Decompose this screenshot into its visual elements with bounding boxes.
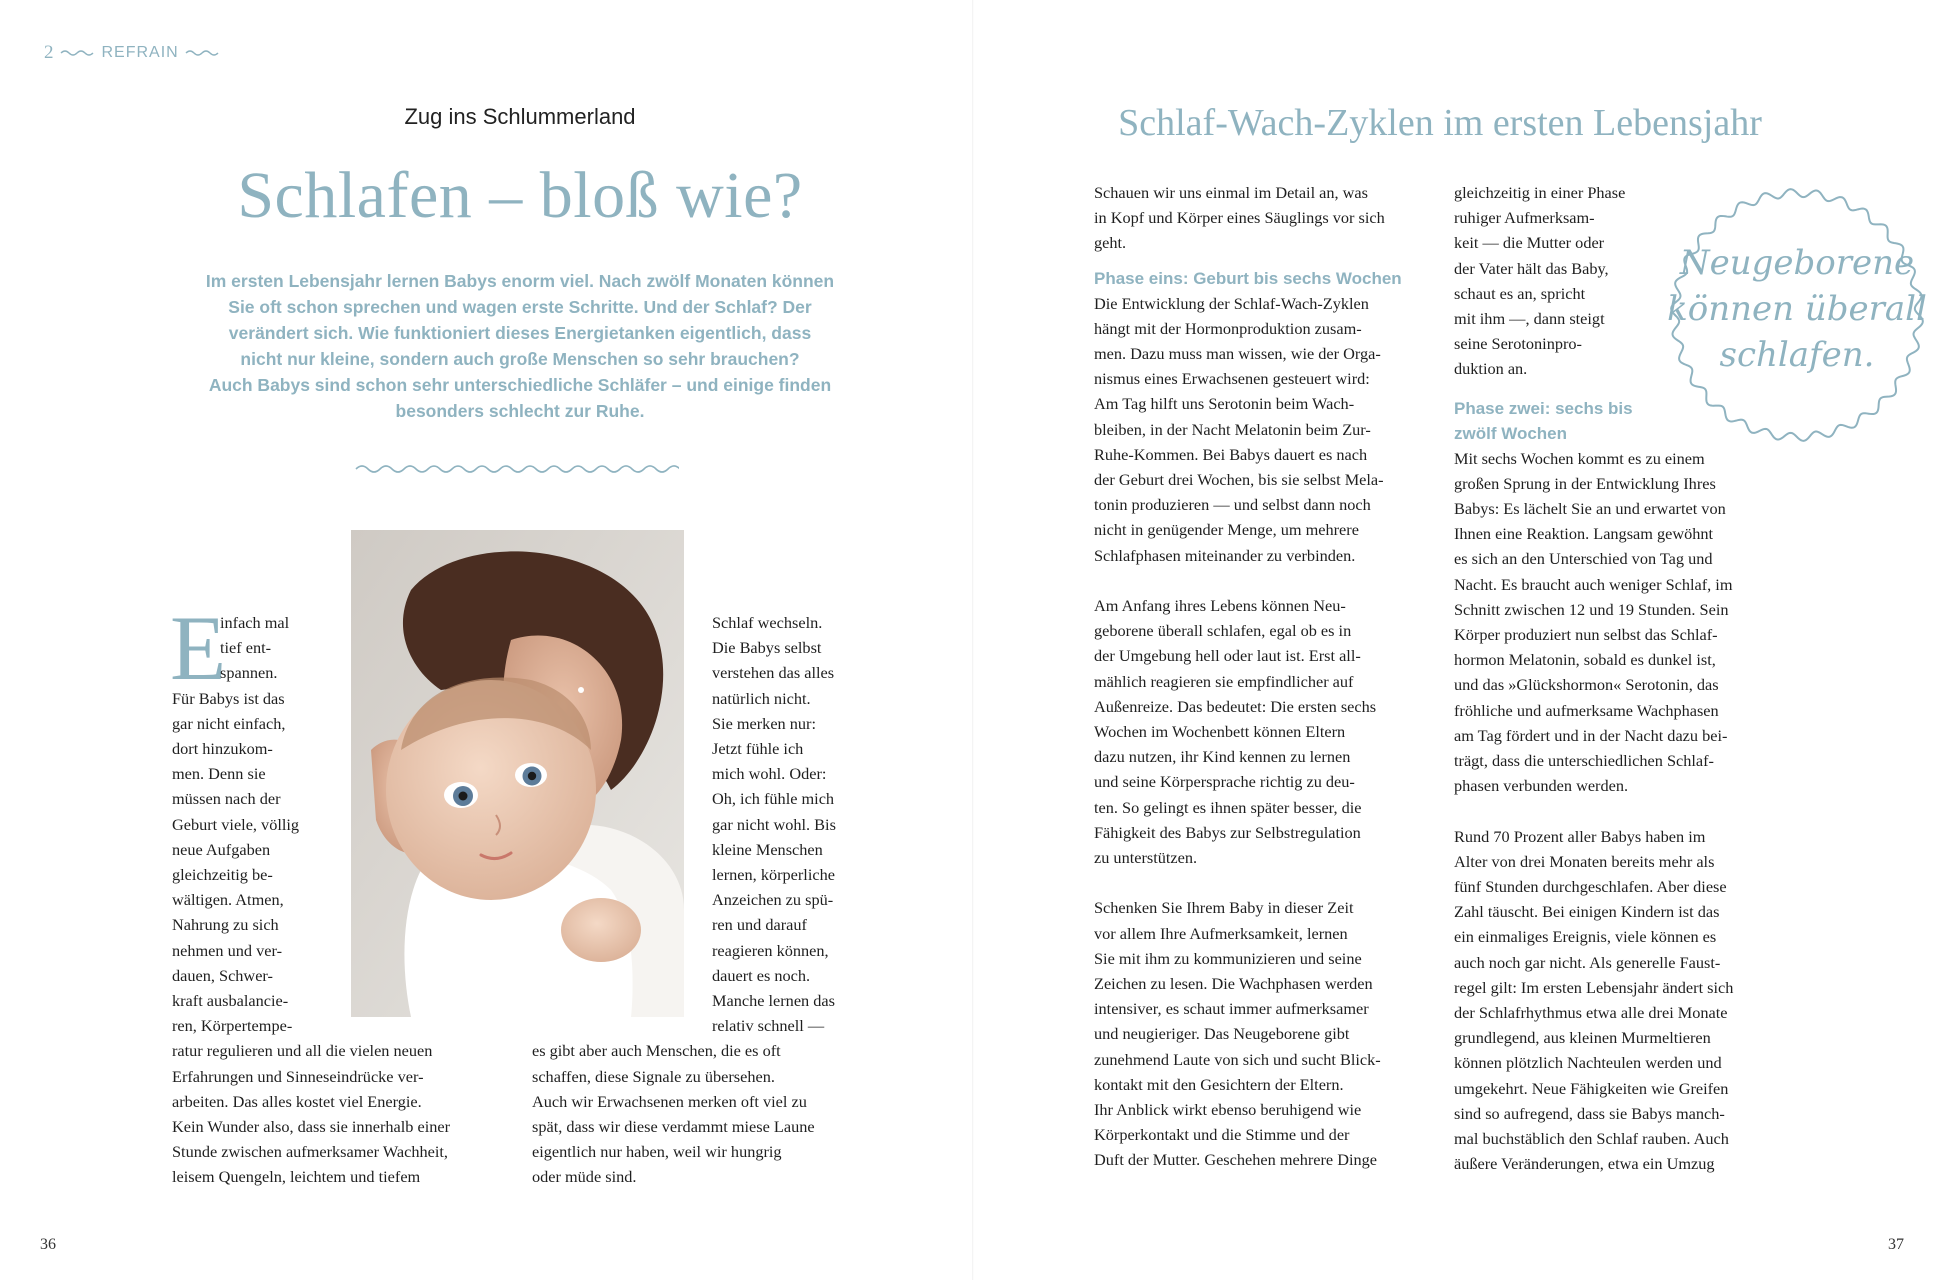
text-line: schaut es an, spricht (1454, 283, 1586, 303)
text-line: ruhiger Aufmerksam- (1454, 208, 1595, 228)
text-line: gleichzeitig be- (172, 865, 273, 885)
text-line: Zeichen zu lesen. Die Wachphasen werden (1094, 974, 1373, 994)
text-line: Wochen im Wochenbett können Eltern (1094, 722, 1346, 742)
text-line: Zahl täuscht. Bei einigen Kindern ist das (1454, 902, 1720, 922)
text-line: vor allem Ihre Aufmerksamkeit, lernen (1094, 923, 1348, 943)
header-section: REFRAIN (101, 44, 179, 61)
text-line: der Schlafrhythmus etwa alle drei Monate (1454, 1003, 1728, 1023)
text-line: ratur regulieren und all die vielen neuen (172, 1041, 433, 1061)
text-line: ein einmaliges Ereignis, viele können es (1454, 927, 1717, 947)
text-line: natürlich nicht. (712, 688, 811, 708)
text-line: Am Anfang ihres Lebens können Neu- (1094, 596, 1346, 616)
column-1 (172, 686, 342, 1039)
text-line: regel gilt: Im ersten Lebensjahr ändert sich (1454, 977, 1734, 997)
text-line: eigentlich nur haben, weil wir hungrig (532, 1142, 782, 1162)
text-line: Fähigkeit des Babys zur Selbstregulation (1094, 822, 1361, 842)
text-line: relativ schnell — (712, 1016, 825, 1036)
text-line: oder müde sind. (532, 1167, 637, 1187)
text-line: Ihr Anblick wirkt ebenso beruhigend wie (1094, 1100, 1362, 1120)
text-line: mich wohl. Oder: (712, 764, 827, 784)
header-page-label: 2 (44, 42, 54, 63)
text-line: duktion an. (1454, 359, 1528, 379)
text-line: Anzeichen zu spü- (712, 890, 834, 910)
text-line: und seine Körpersprache richtig zu deu- (1094, 772, 1355, 792)
column-1-narrow (220, 610, 340, 686)
text-line: Nahrung zu sich (172, 915, 279, 935)
phase-two-heading-line: zwölf Wochen (1454, 423, 1568, 443)
running-header (44, 42, 221, 64)
page-number-right: 37 (1888, 1236, 1904, 1253)
text-line: Geburt viele, völlig (172, 814, 300, 834)
text-line: am Tag fördert und in der Nacht dazu bei- (1454, 725, 1728, 745)
text-line: fünf Stunden durchgeschlafen. Aber diese (1454, 877, 1727, 897)
text-line: intensiver, es schaut immer aufmerksamer (1094, 999, 1369, 1019)
text-line: Nacht. Es braucht auch weniger Schlaf, im (1454, 574, 1733, 594)
text-line: Sie mit ihm zu kommunizieren und seine (1094, 948, 1362, 968)
text-line: Schlaf wechseln. (712, 613, 823, 632)
text-line: lernen, körperliche (712, 865, 835, 885)
intro-line: nicht nur kleine, sondern auch große Menschen so sehr brauchen? (240, 349, 800, 369)
text-line: ren und darauf (712, 915, 807, 935)
text-line: Rund 70 Prozent aller Babys haben im (1454, 826, 1706, 846)
text-line: infach mal (220, 613, 290, 632)
text-line: sind so aufregend, dass sie Babys manch- (1454, 1103, 1725, 1123)
text-line: Kein Wunder also, dass sie innerhalb einer (172, 1117, 451, 1136)
text-line: tief ent- (220, 638, 272, 658)
text-line: umgekehrt. Neue Fähigkeiten wie Greifen (1454, 1078, 1729, 1098)
text-line: äußere Veränderungen, etwa ein Umzug (1454, 1154, 1715, 1174)
text-line: Manche lernen das (712, 991, 835, 1011)
text-line: wältigen. Atmen, (172, 890, 284, 910)
text-line: Die Babys selbst (712, 638, 822, 658)
text-line: trägt, dass die unterschiedlichen Schlaf- (1454, 751, 1714, 771)
text-line: verstehen das alles (712, 663, 835, 683)
text-line: dauert es noch. (712, 965, 811, 985)
text-line: nehmen und ver- (172, 940, 282, 960)
text-line: hängt mit der Hormonproduktion zusam- (1094, 318, 1362, 338)
text-line: Jetzt fühle ich (712, 739, 804, 759)
text-line: zu unterstützen. (1094, 848, 1198, 868)
page-number-left: 36 (40, 1236, 56, 1253)
text-line: geht. (1094, 233, 1127, 253)
text-line: nicht in genügender Menge, um mehrere (1094, 520, 1359, 540)
pull-quote-line: können überall (1667, 289, 1927, 329)
text-line: in Kopf und Körper eines Säuglings vor sich (1094, 208, 1385, 228)
photo-illustration (351, 530, 684, 1017)
text-line: grundlegend, aus kleinen Murmeltieren (1454, 1028, 1711, 1048)
text-line: arbeiten. Das alles kostet viel Energie. (172, 1091, 422, 1111)
pull-quote-line: schlafen. (1719, 335, 1875, 375)
text-line: gar nicht einfach, (172, 713, 286, 733)
text-line: großen Sprung in der Entwicklung Ihres (1454, 473, 1716, 493)
drop-cap: E (170, 597, 227, 699)
section-title: Schlaf-Wach-Zyklen im ersten Lebensjahr (1118, 102, 1762, 144)
text-line: es sich an den Unterschied von Tag und (1454, 549, 1713, 569)
text-line: Erfahrungen und Sinneseindrücke ver- (172, 1066, 424, 1086)
text-line: und das »Glückshormon« Serotonin, das (1454, 675, 1719, 695)
wave-divider-icon (354, 462, 679, 476)
pull-quote-line: Neugeborene (1679, 243, 1915, 283)
mother-baby-photo (351, 530, 684, 1017)
text-line: Babys: Es lächelt Sie an und erwartet von (1454, 499, 1726, 519)
text-line: Ihnen eine Reaktion. Langsam gewöhnt (1454, 524, 1714, 544)
kicker: Zug ins Schlummerland (404, 104, 636, 129)
text-line: seine Serotoninpro- (1454, 334, 1582, 354)
phase-one-heading: Phase eins: Geburt bis sechs Wochen (1094, 268, 1402, 288)
text-line: müssen nach der (172, 789, 281, 809)
text-line: Oh, ich fühle mich (712, 789, 835, 809)
text-line: Schenken Sie Ihrem Baby in dieser Zeit (1094, 898, 1354, 918)
text-line: es gibt aber auch Menschen, die es oft (532, 1041, 781, 1061)
column-2 (712, 610, 872, 1038)
text-line: auch noch gar nicht. Als generelle Faust- (1454, 952, 1721, 972)
text-line: keit — die Mutter oder (1454, 233, 1605, 253)
text-line: Außenreize. Das bedeutet: Die ersten sechs (1094, 696, 1377, 716)
text-line: Körperkontakt und die Stimme und der (1094, 1125, 1350, 1145)
text-line: dort hinzukom- (172, 739, 273, 758)
text-line: kleine Menschen (712, 839, 823, 859)
wave-ornament-icon (60, 48, 96, 58)
text-line: geborene überall schlafen, egal ob es in (1094, 621, 1352, 641)
phase-two-heading-line: Phase zwei: sechs bis (1454, 398, 1633, 418)
text-line: fröhliche und aufmerksame Wachphasen (1454, 700, 1719, 720)
text-line: ren, Körpertempe- (172, 1016, 293, 1036)
wave-ornament-icon (185, 48, 221, 58)
intro-line: besonders schlecht zur Ruhe. (395, 401, 645, 421)
text-line: nismus eines Erwachsenen gesteuert wird: (1094, 369, 1370, 389)
text-line: können plötzlich Nachteulen werden und (1454, 1053, 1722, 1073)
text-line: Körper produziert nun selbst das Schlaf- (1454, 625, 1718, 645)
intro-line: Im ersten Lebensjahr lernen Babys enorm viel. Nach zwölf Monaten können (205, 271, 835, 291)
text-line: tonin produzieren — und selbst dann noch (1094, 495, 1371, 515)
text-line: Die Entwicklung der Schlaf-Wach-Zyklen (1094, 293, 1369, 313)
text-line: der Umgebung hell oder laut ist. Erst all- (1094, 646, 1361, 666)
text-line: Schauen wir uns einmal im Detail an, was (1094, 183, 1368, 202)
intro-line: Sie oft schon sprechen und wagen erste Schritte. Und der Schlaf? Der (228, 297, 812, 317)
text-line: bleiben, in der Nacht Melatonin beim Zur- (1094, 419, 1371, 439)
text-line: men. Dazu muss man wissen, wie der Orga- (1094, 344, 1381, 364)
text-line: Stunde zwischen aufmerksamer Wachheit, (172, 1142, 448, 1162)
text-line: Mit sechs Wochen kommt es zu einem (1454, 448, 1705, 468)
text-line: dauen, Schwer- (172, 965, 273, 985)
text-line: der Geburt drei Wochen, bis sie selbst Mela- (1094, 470, 1384, 490)
text-line: mählich reagieren sie empfindlicher auf (1094, 671, 1354, 691)
text-line: ten. So gelingt es ihnen später besser, die (1094, 797, 1362, 817)
text-line: neue Aufgaben (172, 839, 271, 859)
text-line: Duft der Mutter. Geschehen mehrere Dinge (1094, 1150, 1378, 1170)
text-line: kraft ausbalancie- (172, 991, 289, 1011)
text-line: Schlafphasen miteinander zu verbinden. (1094, 545, 1356, 565)
text-line: leisem Quengeln, leichtem und tiefem (172, 1167, 421, 1187)
text-line: phasen verbunden werden. (1454, 776, 1629, 796)
text-line: mit ihm —, dann steigt (1454, 309, 1605, 329)
text-line: Sie merken nur: (712, 713, 816, 733)
text-line: Schnitt zwischen 12 und 19 Stunden. Sein (1454, 599, 1729, 619)
text-line: Alter von drei Monaten bereits mehr als (1454, 851, 1715, 871)
text-line: dazu nutzen, ihr Kind kennen zu lernen (1094, 747, 1351, 767)
text-line: gar nicht wohl. Bis (712, 814, 836, 834)
text-line: zunehmend Laute von sich und sucht Blick- (1094, 1049, 1381, 1069)
text-line: men. Denn sie (172, 764, 266, 784)
text-line: Auch wir Erwachsenen merken oft viel zu (532, 1091, 807, 1111)
text-line: Für Babys ist das (172, 688, 285, 708)
text-line: reagieren können, (712, 940, 829, 960)
intro-line: Auch Babys sind schon sehr unterschiedliche Schläfer – und einige finden (208, 375, 832, 395)
text-line: spannen. (220, 663, 278, 683)
pull-quote (1662, 240, 1932, 378)
text-line: und neugieriger. Das Neugeborene gibt (1094, 1024, 1350, 1044)
text-line: hormon Melatonin, sobald es dunkel ist, (1454, 650, 1716, 670)
text-line: Ruhe-Kommen. Bei Babys dauert es nach (1094, 444, 1368, 464)
text-line: der Vater hält das Baby, (1454, 258, 1609, 278)
text-line: Am Tag hilft uns Serotonin beim Wach- (1094, 394, 1355, 414)
intro-line: verändert sich. Wie funktioniert dieses Energietanken eigentlich, dass (228, 323, 812, 343)
column-1-wide (172, 1038, 512, 1189)
text-line: gleichzeitig in einer Phase (1454, 183, 1626, 202)
page-title: Schlafen – bloß wie? (237, 159, 803, 232)
text-line: schaffen, diese Signale zu übersehen. (532, 1066, 775, 1086)
intro-paragraph (190, 268, 850, 424)
column-3 (1094, 180, 1444, 1173)
gutter (972, 0, 974, 1280)
column-2-wide (532, 1038, 882, 1189)
text-line: spät, dass wir diese verdammt miese Laune (532, 1117, 815, 1136)
text-line: mal buchstäblich den Schlaf rauben. Auch (1454, 1129, 1729, 1149)
text-line: kontakt mit den Gesichtern der Eltern. (1094, 1074, 1344, 1094)
